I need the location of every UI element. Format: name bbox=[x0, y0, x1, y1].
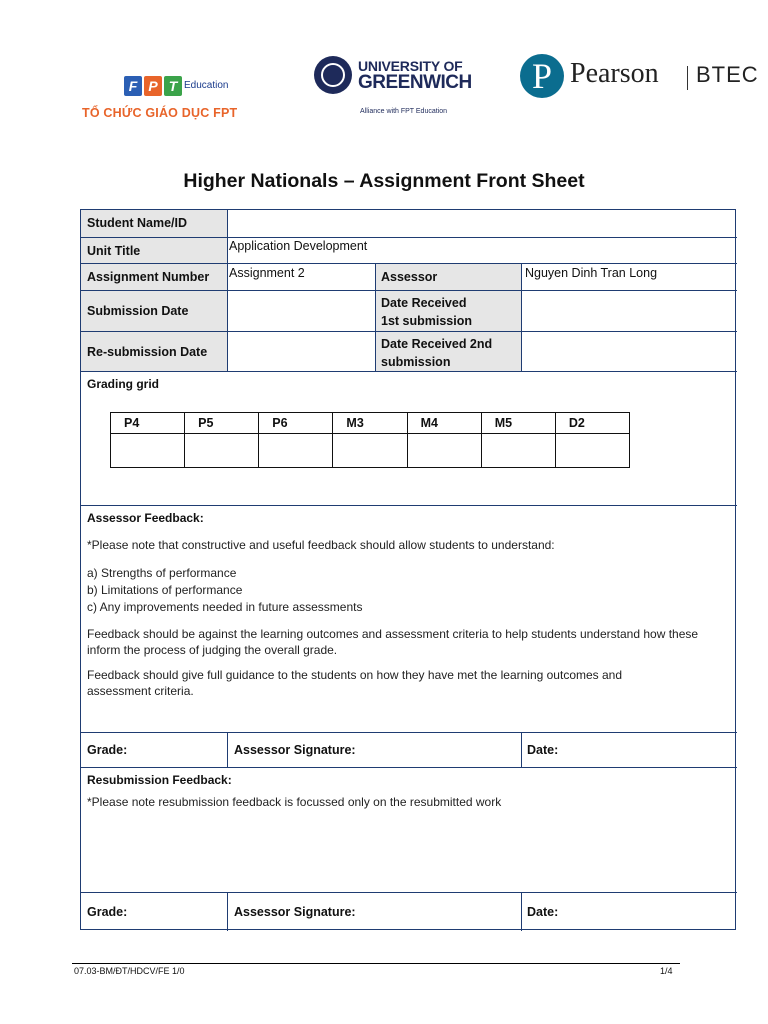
date-label: Date: bbox=[527, 743, 559, 757]
resubmission-feedback-label: Resubmission Feedback: bbox=[87, 773, 232, 787]
resubmission-date-field[interactable] bbox=[228, 332, 375, 371]
date-received-2nd-label bbox=[376, 332, 521, 371]
feedback-paragraph-1-line2: inform the process of judging the overall grade. bbox=[87, 643, 338, 657]
grade-check-m4[interactable] bbox=[407, 434, 481, 468]
footer-divider bbox=[72, 963, 680, 964]
unit-title-label: Unit Title bbox=[81, 238, 227, 263]
date-received-2nd-field[interactable] bbox=[522, 332, 736, 371]
fpt-letter-t: T bbox=[164, 76, 182, 96]
resubmission-date-label: Re-submission Date bbox=[81, 332, 227, 371]
grading-grid-value-row bbox=[111, 434, 630, 468]
grade-criterion-m3: M3 bbox=[333, 413, 407, 434]
student-name-field[interactable] bbox=[228, 210, 736, 237]
greenwich-seal-icon bbox=[314, 56, 352, 94]
grade-criterion-d2: D2 bbox=[555, 413, 629, 434]
greenwich-tagline: Alliance with FPT Education bbox=[360, 108, 448, 115]
student-name-label: Student Name/ID bbox=[81, 210, 227, 237]
date-received-2nd-line2: submission bbox=[381, 355, 451, 369]
feedback-item-c: c) Any improvements needed in future assessments bbox=[87, 600, 363, 614]
date-received-2nd-line1: Date Received 2nd bbox=[381, 337, 493, 351]
logo-separator bbox=[687, 66, 688, 90]
date-received-1st-field[interactable] bbox=[522, 291, 736, 331]
grade-label: Grade: bbox=[87, 743, 128, 757]
resubmission-date-label-2: Date: bbox=[527, 905, 559, 919]
grade-criterion-m4: M4 bbox=[407, 413, 481, 434]
btec-wordmark: BTEC bbox=[696, 62, 759, 87]
fpt-letter-p: P bbox=[144, 76, 162, 96]
feedback-paragraph-2-line2: assessment criteria. bbox=[87, 684, 194, 698]
submission-date-field[interactable] bbox=[228, 291, 375, 331]
submission-date-label: Submission Date bbox=[81, 291, 227, 331]
footer-document-code: 07.03-BM/ĐT/HDCV/FE 1/0 bbox=[74, 966, 185, 976]
fpt-education-logo bbox=[80, 72, 260, 124]
date-received-1st-label bbox=[376, 291, 521, 331]
page-title: Higher Nationals – Assignment Front Sheet bbox=[183, 170, 585, 192]
grading-grid-header-row bbox=[111, 413, 630, 434]
fpt-education-text: Education bbox=[184, 80, 229, 91]
assessor-feedback-label: Assessor Feedback: bbox=[87, 511, 204, 525]
fpt-letter-f: F bbox=[124, 76, 142, 96]
grade-check-m5[interactable] bbox=[481, 434, 555, 468]
date-received-1st-line1: Date Received bbox=[381, 296, 467, 310]
assignment-front-sheet-form bbox=[80, 209, 736, 930]
grade-check-d2[interactable] bbox=[555, 434, 629, 468]
assignment-number-field[interactable]: Assignment 2 bbox=[229, 266, 305, 280]
grade-check-p6[interactable] bbox=[259, 434, 333, 468]
feedback-note: *Please note that constructive and useful feedback should allow students to understand: bbox=[87, 538, 555, 552]
pearson-btec-logo bbox=[520, 52, 759, 102]
assessor-signature-label: Assessor Signature: bbox=[234, 743, 356, 757]
grade-check-m3[interactable] bbox=[333, 434, 407, 468]
grade-criterion-p6: P6 bbox=[259, 413, 333, 434]
fpt-mark-icon bbox=[124, 76, 182, 96]
date-received-1st-line2: 1st submission bbox=[381, 314, 472, 328]
grading-grid-table bbox=[110, 412, 630, 468]
grade-criterion-m5: M5 bbox=[481, 413, 555, 434]
university-of-greenwich-logo bbox=[312, 52, 472, 122]
grade-check-p4[interactable] bbox=[111, 434, 185, 468]
greenwich-line1: UNIVERSITY OF bbox=[358, 58, 463, 74]
grade-criterion-p4: P4 bbox=[111, 413, 185, 434]
fpt-organization-name: TỔ CHỨC GIÁO DỤC FPT bbox=[82, 106, 238, 120]
unit-title-field[interactable]: Application Development bbox=[229, 239, 368, 253]
grading-grid-label: Grading grid bbox=[87, 377, 159, 391]
assessor-field[interactable]: Nguyen Dinh Tran Long bbox=[525, 266, 658, 280]
feedback-item-b: b) Limitations of performance bbox=[87, 583, 243, 597]
feedback-paragraph-1-line1: Feedback should be against the learning outcomes and assessment criteria to help students understand how these bbox=[87, 627, 699, 641]
resubmission-grade-label: Grade: bbox=[87, 905, 128, 919]
resubmission-assessor-signature-label: Assessor Signature: bbox=[234, 905, 356, 919]
footer-page-number: 1/4 bbox=[660, 966, 673, 976]
pearson-wordmark: Pearson bbox=[570, 58, 659, 89]
grade-criterion-p5: P5 bbox=[185, 413, 259, 434]
pearson-p-icon: P bbox=[520, 54, 564, 98]
assessor-label: Assessor bbox=[376, 264, 521, 290]
feedback-item-a: a) Strengths of performance bbox=[87, 566, 237, 580]
feedback-paragraph-2-line1: Feedback should give full guidance to the students on how they have met the learning outcomes and bbox=[87, 668, 623, 682]
assignment-number-label: Assignment Number bbox=[81, 264, 227, 290]
resubmission-note: *Please note resubmission feedback is focussed only on the resubmitted work bbox=[87, 795, 502, 809]
grade-check-p5[interactable] bbox=[185, 434, 259, 468]
greenwich-line2: GREENWICH bbox=[358, 72, 472, 93]
